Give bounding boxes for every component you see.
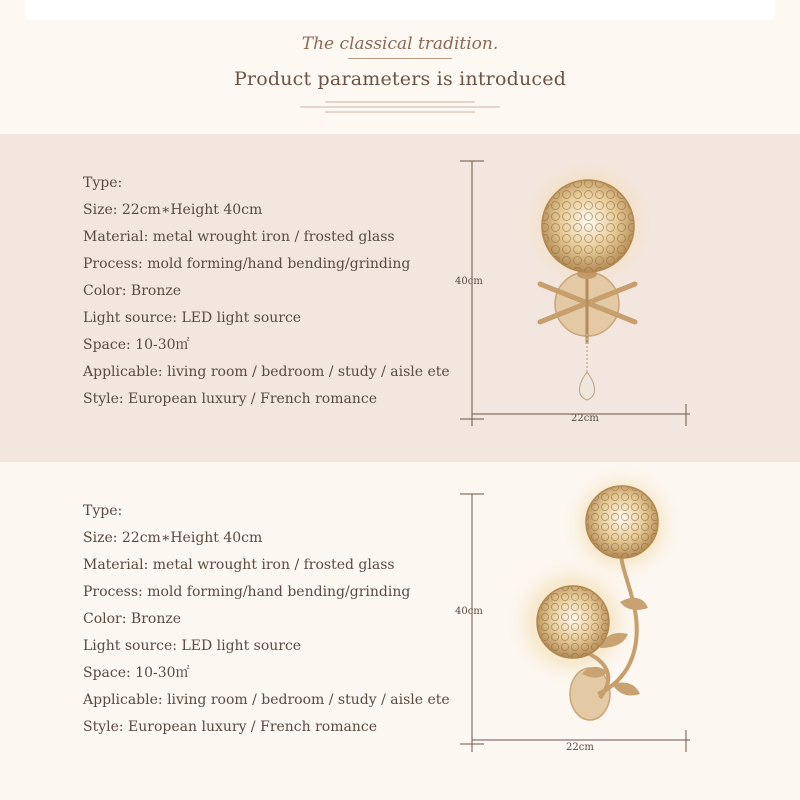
param-space: Space: 10-30㎡ — [83, 337, 190, 353]
height-dimension-line — [460, 494, 484, 744]
param-size: Size: 22cm∗Height 40cm — [83, 530, 263, 546]
param-process: Process: mold forming/hand bending/grinding — [83, 256, 411, 272]
decorative-fine-print — [280, 98, 520, 116]
page-title: Product parameters is introduced — [233, 68, 567, 90]
height-label: 40cm — [455, 276, 483, 287]
width-label: 22cm — [571, 413, 599, 424]
param-material: Material: metal wrought iron / frosted glass — [83, 229, 395, 245]
height-dimension-line — [460, 161, 484, 419]
script-title: The classical tradition. — [301, 34, 499, 54]
single-lamp-illustration — [0, 134, 800, 462]
height-label: 40cm — [455, 606, 483, 617]
param-style: Style: European luxury / French romance — [83, 391, 377, 407]
product-section-single — [0, 134, 800, 462]
param-applicable: Applicable: living room / bedroom / study / aisle ete — [83, 364, 450, 380]
page-header — [0, 0, 800, 134]
param-color: Color: Bronze — [83, 283, 181, 299]
width-label: 22cm — [566, 742, 594, 753]
param-applicable: Applicable: living room / bedroom / study / aisle ete — [83, 692, 450, 708]
param-size: Size: 22cm∗Height 40cm — [83, 202, 263, 218]
param-type: Type: — [83, 175, 123, 191]
top-band — [25, 0, 775, 20]
double-lamp — [504, 462, 684, 720]
param-material: Material: metal wrought iron / frosted glass — [83, 557, 395, 573]
param-type: Type: — [83, 503, 123, 519]
param-light-source: Light source: LED light source — [83, 638, 302, 654]
single-lamp — [518, 154, 658, 400]
param-process: Process: mold forming/hand bending/grinding — [83, 584, 411, 600]
product-section-double — [0, 462, 800, 800]
title-underline — [348, 58, 452, 59]
param-light-source: Light source: LED light source — [83, 310, 302, 326]
param-space: Space: 10-30㎡ — [83, 665, 190, 681]
param-color: Color: Bronze — [83, 611, 181, 627]
param-style: Style: European luxury / French romance — [83, 719, 377, 735]
double-lamp-illustration — [0, 462, 800, 800]
